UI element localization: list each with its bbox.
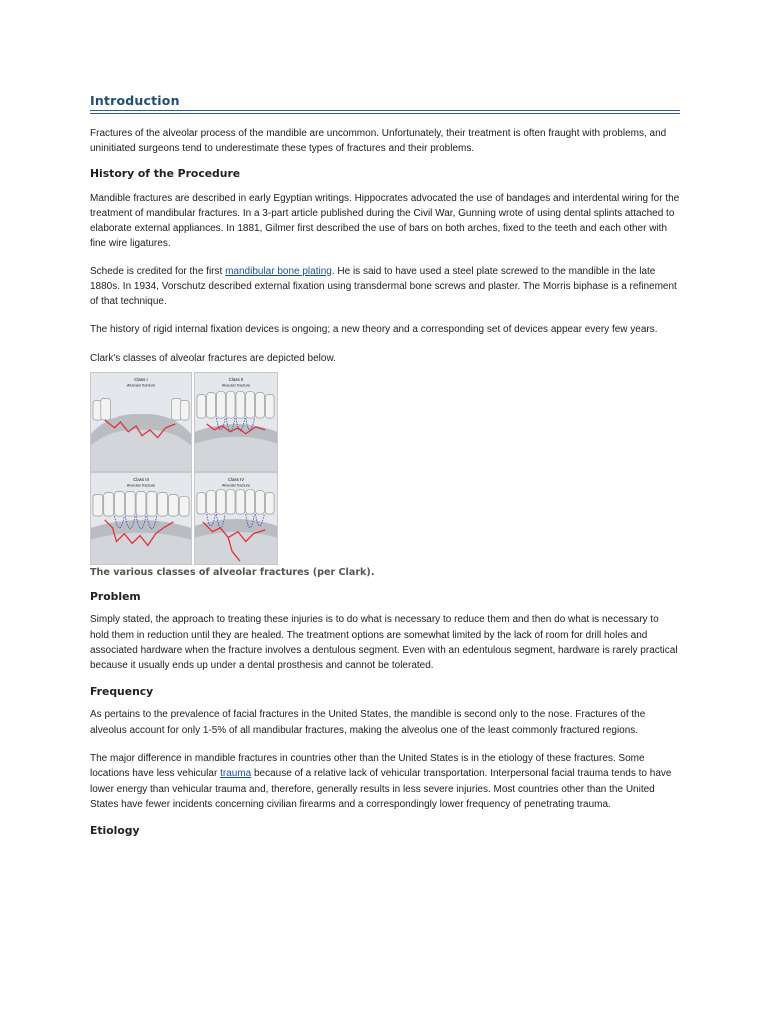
problem-heading: Problem [90, 590, 141, 604]
history-p2-text-a: Schede is credited for the first [90, 265, 226, 277]
history-heading: History of the Procedure [90, 166, 241, 180]
frequency-heading: Frequency [90, 685, 154, 699]
class-1-type-label: Alveolar fracture [126, 382, 156, 388]
history-p2-text-b: . He is said to have used a steel plate screwed to the mandible in the late 1880s. In 1934, Vorschutz described external fixation using transdermal bone screws and plaster. The Morris biphase is a refinement of that technique. [90, 265, 677, 308]
history-paragraph-4: Clark's classes of alveolar fractures are depicted below. [90, 352, 336, 364]
class-1-label: Class I [134, 377, 148, 383]
heading-rule [90, 110, 680, 114]
class-1-jaw-illustration [91, 373, 191, 471]
mandibular-bone-plating-link[interactable]: mandibular bone plating [225, 265, 332, 277]
class-3-type-label: Alveolar fracture [126, 482, 156, 488]
class-2-type-label: Alveolar fracture [221, 382, 251, 388]
class-2-jaw-illustration [195, 373, 277, 471]
class-4-type-label: Alveolar fracture [221, 482, 251, 488]
etiology-heading: Etiology [90, 824, 140, 838]
class-2-label: Class II [228, 377, 244, 383]
figure-caption: The various classes of alveolar fractures (per Clark). [90, 567, 375, 579]
class-4-label: Class IV [227, 477, 245, 483]
frequency-p2-text-a: The major difference in mandible fractures in countries other than the United States is in the etiology of these fractures. Some locations have less vehicular [90, 753, 645, 780]
alveolar-fracture-figure [90, 372, 278, 565]
figure-panel-class-2 [194, 372, 278, 472]
article-content [90, 92, 680, 838]
frequency-paragraph-1: As pertains to the prevalence of facial fractures in the United States, the mandible is second only to the nose. Fractures of the alveolus account for only 1-5% of all mandibular fractures, making the alveolus one of the least commonly fractured regions. [90, 709, 646, 736]
history-paragraph-2 [90, 264, 680, 310]
figure-panel-class-1 [90, 372, 192, 472]
frequency-p2-text-b: because of a relative lack of vehicular transportation. Interpersonal facial trauma tends to have lower energy than vehicular trauma and, therefore, generally results in less severe injuries. Most countries other than the United States have fewer incidents concerning civilian firearms and a correspondingly lower frequency of penetrating trauma. [90, 768, 672, 810]
class-3-jaw-illustration [91, 473, 191, 564]
figure-panel-class-3 [90, 472, 192, 565]
frequency-paragraph-2 [90, 751, 680, 812]
class-4-jaw-illustration [195, 473, 277, 564]
history-paragraph-1: Mandible fractures are described in early Egyptian writings. Hippocrates advocated the use of bandages and interdental wiring for the treatment of mandibular fractures. In a 3-part article published during the Civil War, Gunning wrote of using dental splints attached to elaborate external appliances. In 1881, Gilmer first described the use of bars on both arches, fixed to the teeth and each other with fine wire ligatures. [90, 192, 680, 250]
figure-panel-class-4 [194, 472, 278, 565]
intro-heading: Introduction [90, 93, 180, 108]
problem-paragraph: Simply stated, the approach to treating these injuries is to do what is necessary to reduce them and then do what is necessary to hold them in reduction until they are healed. The treatment options are somewhat limited by the lack of room for drill holes and associated hardware when the fracture involves a dentulous segment. Even with an edentulous segment, hardware is rarely practical because it usually ends up under a dental prosthesis and cannot be tolerated. [90, 614, 678, 672]
history-paragraph-3: The history of rigid internal fixation devices is ongoing; a new theory and a corresponding set of devices appear every few years. [90, 323, 658, 335]
intro-paragraph: Fractures of the alveolar process of the mandible are uncommon. Unfortunately, their treatment is often fraught with problems, and uninitiated surgeons tend to underestimate these types of fractures and their problems. [90, 128, 667, 155]
trauma-link[interactable]: trauma [220, 768, 252, 780]
class-3-label: Class III [133, 477, 149, 483]
